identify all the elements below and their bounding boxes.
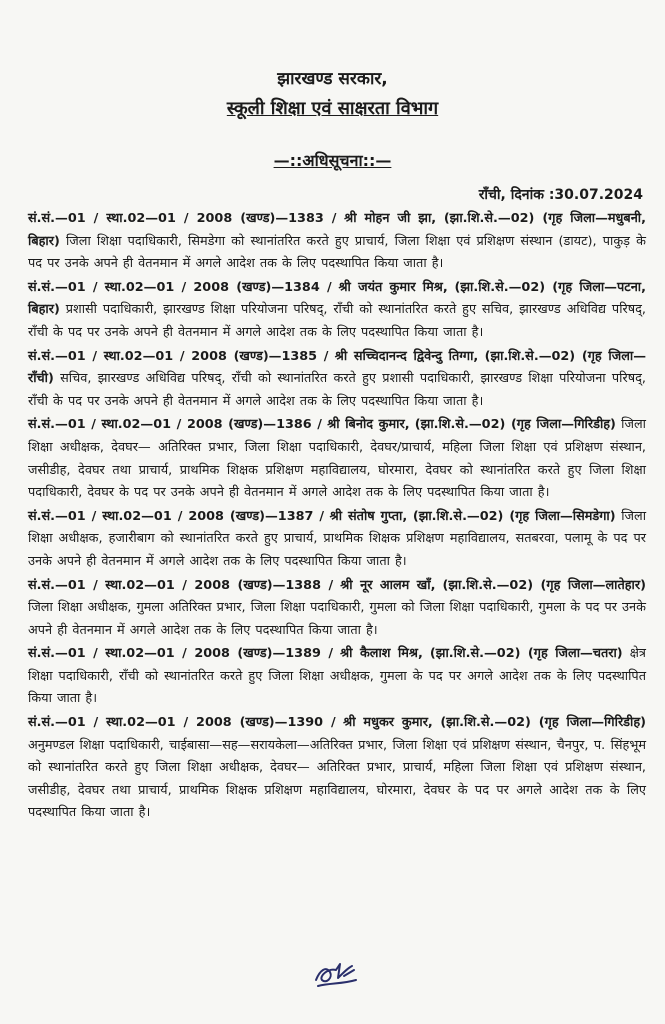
order-ref: सं.सं.—01 / स्था.02—01 / 2008 (खण्ड)—1387 / bbox=[28, 508, 325, 524]
officer-cadre-home: (झा.शि.से.—02) (गृह जिला— राँची) bbox=[28, 348, 646, 387]
order-paragraph bbox=[28, 575, 646, 643]
officer-cadre-home: (झा.शि.से.—02) (गृह जिला—लातेहार) bbox=[442, 577, 646, 593]
officer-name: श्री मोहन जी झा, bbox=[344, 211, 437, 226]
officer-name: श्री सच्चिदानन्द द्विवेन्दु तिग्गा, bbox=[334, 348, 479, 364]
orders-list bbox=[28, 208, 646, 826]
order-body: जिला शिक्षा अधीक्षक, गुमला अतिरिक्त प्रभार, जिला शिक्षा पदाधिकारी, गुमला को जिला शिक्षा पदाधिकारी, गुमला के पद पर उनके अपने ही वेतनमान में अगले आदेश तक के लिए पदस्थापित किया जाता है। bbox=[28, 600, 646, 638]
order-ref: सं.सं.—01 / स्था.02—01 / 2008 (खण्ड)—1386 / bbox=[28, 417, 322, 433]
order-body: क्षेत्र शिक्षा पदाधिकारी, राँची को स्थानांतरित करते हुए जिला शिक्षा अधीक्षक, गुमला के पद पर अगले आदेश तक के लिए पदस्थापित किया जाता है। bbox=[28, 646, 646, 707]
order-body: प्रशासी पदाधिकारी, झारखण्ड शिक्षा परियोजना परिषद्, राँची को स्थानांतरित करते हुए सचिव, झारखण्ड अधिविद्य परिषद्, राँची के पद पर उनके अपने ही वेतनमान में अगले आदेश तक के लिए पदस्थापित किया जाता है। bbox=[28, 302, 646, 340]
order-ref: सं.सं.—01 / स्था.02—01 / 2008 (खण्ड)—1388 / bbox=[28, 577, 334, 593]
order-ref: सं.सं.—01 / स्था.02—01 / 2008 (खण्ड)—1383 / bbox=[28, 211, 337, 226]
officer-name: श्री नूर आलम खाँ, bbox=[340, 577, 436, 593]
order-paragraph bbox=[28, 277, 646, 345]
department-name: स्कूली शिक्षा एवं साक्षरता विभाग bbox=[226, 98, 439, 119]
signature-mark bbox=[310, 958, 362, 992]
date-line: राँची, दिनांक :30.07.2024 bbox=[478, 187, 643, 203]
order-body: जिला शिक्षा अधीक्षक, हजारीबाग को स्थानांतरित करते हुए प्राचार्य, प्राथमिक शिक्षक प्रशिक्षण महाविद्यालय, सतबरवा, पलामू के पद पर उनके अपने ही वेतनमान में अगले आदेश तक के लिए पदस्थापित किया जाता है। bbox=[28, 508, 647, 569]
order-paragraph bbox=[28, 208, 646, 276]
order-ref: सं.सं.—01 / स्था.02—01 / 2008 (खण्ड)—1385 / bbox=[28, 348, 329, 364]
notification-title bbox=[0, 149, 665, 171]
officer-name: श्री जयंत कुमार मिश्र, bbox=[338, 279, 448, 295]
officer-cadre-home: (झा.शि.से.—02) (गृह जिला—गिरिडीह) bbox=[414, 417, 616, 433]
order-paragraph bbox=[28, 712, 646, 825]
officer-cadre-home: (झा.शि.से.—02) (गृह जिला—सिमडेगा) bbox=[412, 508, 616, 524]
order-ref: सं.सं.—01 / स्था.02—01 / 2008 (खण्ड)—1384 / bbox=[28, 279, 332, 295]
order-paragraph bbox=[28, 643, 646, 711]
officer-cadre-home: (झा.शि.से.—02) (गृह जिला—पटना, बिहार) bbox=[28, 279, 646, 318]
officer-name: श्री मधुकर कुमार, bbox=[343, 715, 433, 731]
officer-name: श्री कैलाश मिश्र, bbox=[340, 646, 423, 662]
order-ref: सं.सं.—01 / स्था.02—01 / 2008 (खण्ड)—1390 / bbox=[28, 715, 336, 731]
order-body: जिला शिक्षा अधीक्षक, देवघर— अतिरिक्त प्रभार, जिला शिक्षा पदाधिकारी, देवघर/प्राचार्य, महिला जिला शिक्षा एवं प्रशिक्षण संस्थान, जसीडीह, देवघर तथा प्राचार्य, प्राथमिक शिक्षक प्रशिक्षण महाविद्यालय, घोरमारा, देवघर को स्थानांतरित करते हुए जिला शिक्षा पदाधिकारी, देवघर के पद पर उनके अपने ही वेतनमान में अगले आदेश तक के लिए पदस्थापित किया जाता है। bbox=[28, 417, 646, 501]
officer-cadre-home: (झा.शि.से.—02) (गृह जिला—मधुबनी, बिहार) bbox=[28, 211, 646, 249]
order-body: सचिव, झारखण्ड अधिविद्य परिषद्, राँची को स्थानांतरित करते हुए प्रशासी पदाधिकारी, झारखण्ड शिक्षा परियोजना परिषद्, राँची के पद पर उनके अपने ही वेतनमान में अगले आदेश तक के लिए पदस्थापित किया जाता है। bbox=[28, 371, 646, 409]
officer-name: श्री बिनोद कुमार, bbox=[327, 417, 410, 433]
notification-title-text: —::अधिसूचना::— bbox=[273, 151, 392, 170]
order-paragraph bbox=[28, 346, 646, 414]
order-ref: सं.सं.—01 / स्था.02—01 / 2008 (खण्ड)—1389 / bbox=[28, 646, 334, 662]
officer-cadre-home: (झा.शि.से.—02) (गृह जिला—गिरिडीह) bbox=[440, 715, 646, 731]
government-heading: झारखण्ड सरकार, bbox=[277, 69, 388, 89]
order-body: अनुमण्डल शिक्षा पदाधिकारी, चाईबासा—सह—सरायकेला—अतिरिक्त प्रभार, जिला शिक्षा एवं प्रशिक्षण संस्थान, चैनपुर, प. सिंहभूम को स्थानांतरित करते हुए जिला शिक्षा अधीक्षक, देवघर— अतिरिक्त प्रभार, प्राचार्य, महिला जिला शिक्षा एवं प्रशिक्षण संस्थान, जसीडीह, देवघर तथा प्राचार्य, प्राथमिक शिक्षक प्रशिक्षण महाविद्यालय, घोरमारा, देवघर के पद पर अगले आदेश तक के लिए पदस्थापित किया जाता है। bbox=[28, 737, 646, 821]
officer-cadre-home: (झा.शि.से.—02) (गृह जिला—चतरा) bbox=[429, 646, 623, 662]
department-heading bbox=[0, 96, 665, 120]
order-paragraph bbox=[28, 414, 646, 504]
order-paragraph bbox=[28, 506, 646, 574]
officer-name: श्री संतोष गुप्ता, bbox=[329, 508, 408, 524]
order-body: जिला शिक्षा पदाधिकारी, सिमडेगा को स्थानांतरित करते हुए प्राचार्य, जिला शिक्षा एवं प्रशिक्षण संस्थान (डायट), पाकुड़ के पद पर उनके अपने ही वेतनमान में अगले आदेश तक के लिए पदस्थापित किया जाता है। bbox=[28, 233, 646, 272]
